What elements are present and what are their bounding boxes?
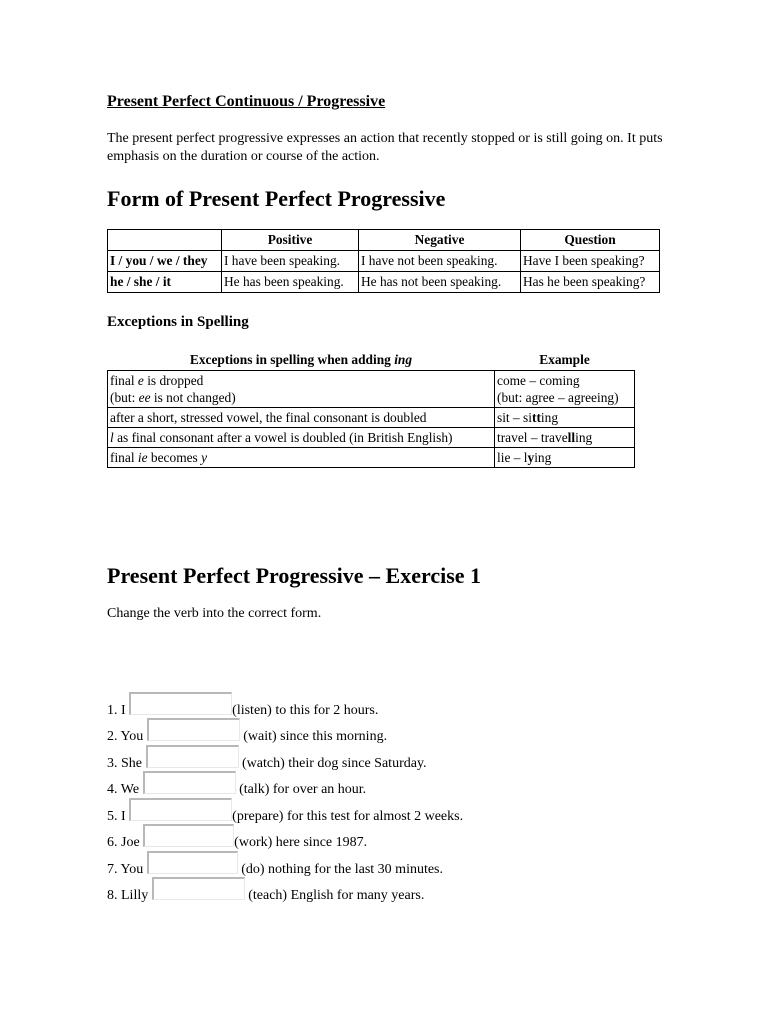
answer-field[interactable] bbox=[129, 692, 232, 715]
spelling-example-cell: lie – lying bbox=[495, 448, 635, 468]
answer-field[interactable] bbox=[146, 745, 239, 768]
form-table-header-row bbox=[108, 230, 660, 251]
answer-field[interactable] bbox=[129, 798, 232, 821]
exercise-list bbox=[107, 692, 667, 904]
form-table-row bbox=[108, 251, 660, 272]
exercise-hint: (work) here since 1987. bbox=[234, 835, 368, 850]
answer-field[interactable] bbox=[152, 877, 245, 900]
answer-field[interactable] bbox=[143, 824, 234, 847]
form-table-negative: I have not been speaking. bbox=[359, 251, 521, 272]
exercise-hint: (talk) for over an hour. bbox=[235, 782, 367, 797]
spelling-example-cell: sit – sitting bbox=[495, 408, 635, 428]
answer-field[interactable] bbox=[147, 851, 238, 874]
form-table-question: Have I been speaking? bbox=[521, 251, 660, 272]
form-table-subject: I / you / we / they bbox=[108, 251, 222, 272]
form-table-subject: he / she / it bbox=[108, 272, 222, 293]
exercise-number: 8. Lilly bbox=[107, 888, 152, 903]
exercise-number: 5. I bbox=[107, 808, 130, 824]
spelling-table-header-rule: Exceptions in spelling when adding ing bbox=[189, 352, 413, 367]
exercise-number: 4. We bbox=[107, 782, 143, 797]
spelling-rule-cell: final ie becomes y bbox=[108, 448, 495, 468]
spelling-table-header-example: Example bbox=[539, 352, 590, 367]
exercise-heading: Present Perfect Progressive – Exercise 1 bbox=[107, 563, 482, 588]
exercise-hint: (wait) since this morning. bbox=[239, 729, 388, 744]
exercise-item bbox=[107, 745, 667, 772]
form-table-header-positive: Positive bbox=[222, 230, 359, 251]
spelling-table-row bbox=[108, 448, 635, 468]
exercise-item bbox=[107, 878, 667, 905]
spelling-rule-cell: l as final consonant after a vowel is doubled (in British English) bbox=[108, 428, 495, 448]
form-heading: Form of Present Perfect Progressive bbox=[107, 186, 446, 211]
exercise-item bbox=[107, 825, 667, 852]
exercise-hint: (teach) English for many years. bbox=[244, 888, 425, 903]
exercise-item bbox=[107, 798, 667, 825]
form-table-positive: I have been speaking. bbox=[222, 251, 359, 272]
exercise-instruction: Change the verb into the correct form. bbox=[107, 606, 322, 621]
exercise-item bbox=[107, 719, 667, 746]
exercise-number: 1. I bbox=[107, 702, 130, 718]
form-table-header-empty bbox=[108, 230, 222, 251]
exercise-item bbox=[107, 772, 667, 799]
form-table-row bbox=[108, 272, 660, 293]
spelling-example-cell: come – coming (but: agree – agreeing) bbox=[495, 371, 635, 408]
exercise-hint: (listen) to this for 2 hours. bbox=[232, 702, 379, 718]
exercise-number: 2. You bbox=[107, 729, 147, 744]
exercise-hint: (do) nothing for the last 30 minutes. bbox=[237, 861, 444, 877]
exercise-item bbox=[107, 851, 667, 878]
form-table bbox=[107, 229, 660, 293]
spelling-table-row bbox=[108, 428, 635, 448]
spelling-example-cell: travel – travelling bbox=[495, 428, 635, 448]
form-table-question: Has he been speaking? bbox=[521, 272, 660, 293]
exercise-hint: (watch) their dog since Saturday. bbox=[238, 755, 427, 771]
exercise-hint: (prepare) for this test for almost 2 weeks. bbox=[232, 808, 464, 824]
spelling-rule-cell: final e is dropped (but: ee is not changed) bbox=[108, 371, 495, 408]
form-table-header-negative: Negative bbox=[359, 230, 521, 251]
intro-paragraph: The present perfect progressive expresses an action that recently stopped or is still going on. It puts emphasis on the duration or course of the action. bbox=[107, 131, 663, 164]
answer-field[interactable] bbox=[143, 771, 236, 794]
form-table-negative: He has not been speaking. bbox=[359, 272, 521, 293]
spelling-heading: Exceptions in Spelling bbox=[107, 314, 249, 330]
spelling-rule-cell: after a short, stressed vowel, the final consonant is doubled bbox=[108, 408, 495, 428]
exercise-number: 7. You bbox=[107, 861, 147, 877]
exercise-number: 6. Joe bbox=[107, 835, 144, 850]
spelling-table-row bbox=[108, 408, 635, 428]
spelling-table bbox=[107, 350, 635, 468]
spelling-table-row bbox=[108, 371, 635, 408]
answer-field[interactable] bbox=[147, 718, 240, 741]
exercise-number: 3. She bbox=[107, 755, 146, 771]
exercise-item bbox=[107, 692, 667, 719]
form-table-positive: He has been speaking. bbox=[222, 272, 359, 293]
form-table-header-question: Question bbox=[521, 230, 660, 251]
spelling-table-header-row bbox=[108, 350, 635, 371]
section-title: Present Perfect Continuous / Progressive bbox=[107, 93, 386, 110]
